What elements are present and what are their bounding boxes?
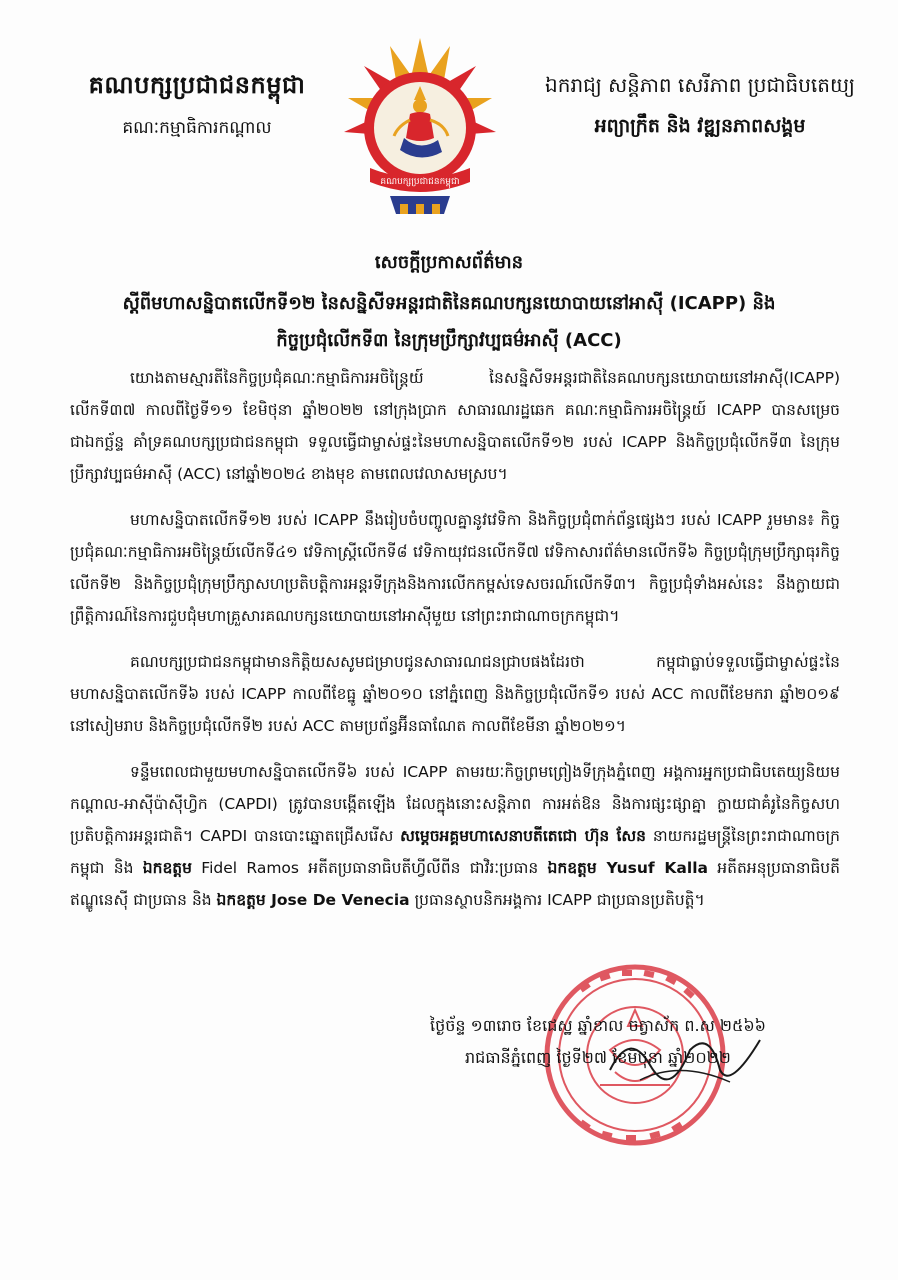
title-line-3: កិច្ចប្រជុំលើកទី៣ នៃក្រុមប្រឹក្សាវប្បធម៌អាស៊ី (ACC) xyxy=(276,330,622,351)
national-motto: ឯករាជ្យ សន្តិភាព សេរីភាព ប្រជាធិបតេយ្យ xyxy=(545,73,855,97)
title-line-1: សេចក្តីប្រកាសព័ត៌មាន xyxy=(374,252,524,273)
solar-date: រាជធានីភ្នំពេញ ថ្ងៃទី២៧ ខែមិថុនា ឆ្នាំ២០២២ xyxy=(465,1048,731,1067)
title-line-2: ស្តីពីមហាសន្និបាតលើកទី១២ នៃសន្និសីទអន្តរជាតិនៃគណបក្សនយោបាយនៅអាស៊ី (ICAPP) និង xyxy=(122,293,776,314)
lunar-date: ថ្ងៃច័ន្ទ ១៣រោច ខែជេស្ឋ ឆ្នាំខាល ចត្វាស័ក ព.ស ២៥៦៦ xyxy=(430,1016,766,1035)
paragraph-4-hun-sen: សម្តេចអគ្គមហាសេនាបតីតេជោ ហ៊ុន សែន xyxy=(400,827,646,845)
party-emblem xyxy=(330,28,510,218)
paragraph-4-kalla: ឯកឧត្តម Yusuf Kalla xyxy=(547,859,708,877)
paragraph-4-part-c: នាយករដ្ឋមន្ត្រីនៃព្រះរាជាណាចក្រកម្ពុជា និង xyxy=(70,827,840,877)
gear-icon xyxy=(390,196,450,214)
paragraph-4-part-i: ប្រធានស្ថាបនិកអង្គការ ICAPP ជាប្រធានប្រតិបត្តិ។ xyxy=(409,891,705,909)
party-name: គណបក្សប្រជាជនកម្ពុជា xyxy=(88,71,306,99)
paragraph-4-part-e: Fidel Ramos អតីតប្រធានាធិបតីហ្វីលីពីន ជាវិរៈប្រធាន xyxy=(191,859,548,877)
party-motto: អព្យាក្រឹត និង វឌ្ឍនភាពសង្គម xyxy=(594,115,806,137)
letterhead-right xyxy=(540,72,860,142)
paragraph-4-part-a: ទន្ទឹមពេលជាមួយមហាសន្និបាតលើកទី៦ របស់ ICAPP តាមរយៈកិច្ចព្រមព្រៀងទីក្រុងភ្នំពេញ អង្គការអ្នកប្រជាធិបតេយ្យនិយមកណ្តាល-អាស៊ីប៉ាស៊ីហ្វិក (CAPDI) ត្រូវបានបង្កើតឡើង ដែលក្នុងនោះសន្តិភាព ការអត់ឱន និងការផ្សះផ្សាគ្នា ក្លាយជាគំរូនៃកិច្ចសហប្រតិបត្តិការអន្តរជាតិ។ CAPDI បានបោះឆ្នោតជ្រើសរើស xyxy=(70,763,840,845)
committee-name: គណៈកម្មាធិការកណ្តាល xyxy=(122,118,272,138)
paragraph-4-title-ramos: ឯកឧត្តម xyxy=(142,859,192,877)
paragraph-1: យោងតាមស្មារតីនៃកិច្ចប្រជុំគណៈកម្មាធិការអចិន្ត្រៃយ៍ នៃសន្និសីទអន្តរជាតិនៃគណបក្សនយោបាយនៅអាស៊ី(ICAPP) លើកទី៣៧ កាលពីថ្ងៃទី១១ ខែមិថុនា ឆ្នាំ២០២២ នៅក្រុងប្រាក សាធារណរដ្ឋឆេក គណៈកម្មាធិការអចិន្ត្រៃយ៍ ICAPP បានសម្រេចជាឯកច្ឆ័ន្ទ គាំទ្រគណបក្សប្រជាជនកម្ពុជា ទទួលធ្វើជាម្ចាស់ផ្ទះនៃមហាសន្និបាតលើកទី១២ របស់ ICAPP និងកិច្ចប្រជុំលើកទី៣ នៃក្រុមប្រឹក្សាវប្បធម៌អាស៊ី (ACC) នៅឆ្នាំ២០២៤ ខាងមុខ តាមពេលវេលាសមស្រប។ xyxy=(70,369,840,483)
letterhead-left xyxy=(62,70,332,142)
paragraph-2: មហាសន្និបាតលើកទី១២ របស់ ICAPP នឹងរៀបចំបញ្ចូលគ្នានូវវេទិកា និងកិច្ចប្រជុំពាក់ព័ន្ធផ្សេងៗ របស់ ICAPP រួមមាន៖ កិច្ចប្រជុំគណៈកម្មាធិការអចិន្ត្រៃយ៍លើកទី៤១ វេទិកាស្ត្រីលើកទី៨ វេទិកាយុវជនលើកទី៧ វេទិកាសារព័ត៌មានលើកទី៦ កិច្ចប្រជុំក្រុមប្រឹក្សាធុរកិច្ចលើកទី២ និងកិច្ចប្រជុំក្រុមប្រឹក្សាសហប្រតិបត្តិការអន្តរទីក្រុងនិងការលើកកម្ពស់ទេសចរណ៍លើកទី៣។ កិច្ចប្រជុំទាំងអស់នេះ នឹងក្លាយជាព្រឹត្តិការណ៍នៃការជួបជុំមហាគ្រួសារគណបក្សនយោបាយនៅអាស៊ីមួយ នៅព្រះរាជាណាចក្រកម្ពុជា។ xyxy=(70,511,840,625)
paragraph-4-part-g: អតីតអនុប្រធានាធិបតីឥណ្ឌូនេស៊ី ជាប្រធាន និង xyxy=(70,859,840,909)
paragraph-4-venecia: ឯកឧត្តម Jose De Venecia xyxy=(216,891,410,909)
document-title xyxy=(40,250,858,355)
document-body xyxy=(70,362,840,930)
date-block xyxy=(430,1010,830,1074)
paragraph-4 xyxy=(70,756,840,916)
paragraph-3: គណបក្សប្រជាជនកម្ពុជាមានកិត្តិយសសូមជម្រាបជូនសាធារណជនជ្រាបផងដែរថា កម្ពុជាធ្លាប់ទទួលធ្វើជាម្ចាស់ផ្ទះនៃមហាសន្និបាតលើកទី៦ របស់ ICAPP កាលពីខែធ្នូ ឆ្នាំ២០១០ នៅភ្នំពេញ និងកិច្ចប្រជុំលើកទី១ របស់ ACC កាលពីខែមករា ឆ្នាំ២០១៩ នៅសៀមរាប និងកិច្ចប្រជុំលើកទី២ របស់ ACC តាមប្រព័ន្ធអ៊ីនធាណែត កាលពីខែមីនា ឆ្នាំ២០២១។ xyxy=(70,653,840,735)
emblem-ribbon-text: គណបក្សប្រជាជនកម្ពុជា xyxy=(380,177,460,187)
